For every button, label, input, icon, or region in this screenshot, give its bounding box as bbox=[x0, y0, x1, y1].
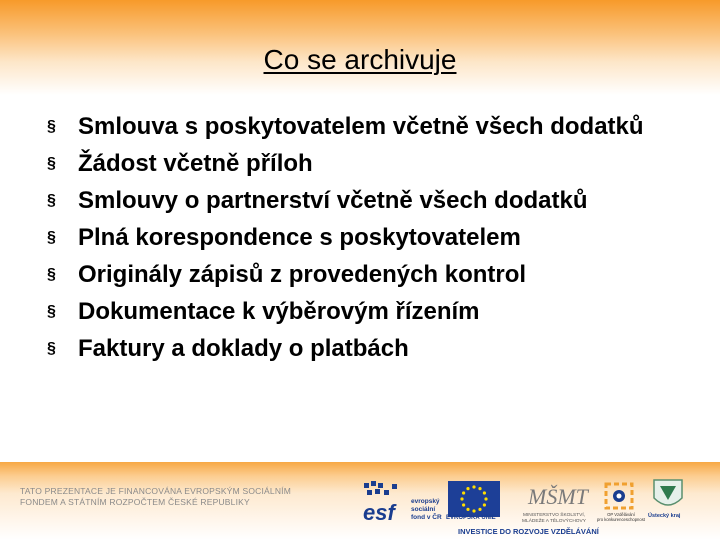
bullet-marker-icon: § bbox=[47, 266, 56, 283]
bullet-text: Smlouva s poskytovatelem včetně všech dodatků bbox=[78, 113, 644, 140]
bullet-item bbox=[44, 334, 694, 363]
bullet-text: Originály zápisů z provedených kontrol bbox=[78, 261, 527, 288]
msmt-mark: MŠMT bbox=[528, 484, 588, 509]
bullet-text: Dokumentace k výběrovým řízením bbox=[78, 298, 480, 325]
op-caption bbox=[590, 512, 652, 522]
bullet-marker-icon: § bbox=[47, 118, 56, 135]
bullet-item bbox=[44, 260, 694, 289]
esf-caption-line1: evropský bbox=[411, 498, 440, 505]
bullet-list bbox=[44, 112, 694, 371]
bullet-item bbox=[44, 149, 694, 178]
region-caption: Ústecký kraj bbox=[648, 513, 681, 519]
bullet-item bbox=[44, 223, 694, 252]
funding-note-line1: TATO PREZENTACE JE FINANCOVÁNA EVROPSKÝM SOCIÁLNÍM bbox=[20, 486, 292, 496]
op-caption-line1: OP Vzdělávání bbox=[607, 512, 635, 517]
investment-slogan: INVESTICE DO ROZVOJE VZDĚLÁVÁNÍ bbox=[458, 527, 599, 536]
op-education-logo-icon bbox=[600, 480, 640, 514]
bullet-marker-icon: § bbox=[47, 340, 56, 357]
bullet-text: Žádost včetně příloh bbox=[78, 150, 313, 177]
bullet-text: Faktury a doklady o platbách bbox=[78, 335, 409, 362]
slide-title: Co se archivuje bbox=[263, 44, 457, 75]
op-caption-line2: pro konkurenceschopnost bbox=[597, 517, 645, 522]
bullet-item bbox=[44, 112, 694, 141]
bullet-text: Plná korespondence s poskytovatelem bbox=[78, 224, 521, 251]
msmt-caption-line1: MINISTERSTVO ŠKOLSTVÍ, bbox=[522, 513, 586, 518]
eu-caption: EVROPSKÁ UNIE bbox=[446, 515, 496, 521]
esf-caption-line3: fond v ČR bbox=[411, 514, 442, 521]
bullet-marker-icon: § bbox=[47, 229, 56, 246]
bullet-marker-icon: § bbox=[47, 303, 56, 320]
bullet-item bbox=[44, 297, 694, 326]
eu-flag-icon bbox=[448, 481, 500, 517]
esf-mark: esf bbox=[363, 500, 395, 522]
bullet-marker-icon: § bbox=[47, 155, 56, 172]
msmt-caption-line2: MLÁDEŽE A TĚLOVÝCHOVY bbox=[522, 519, 586, 524]
bullet-text: Smlouvy o partnerství včetně všech dodatků bbox=[78, 187, 588, 214]
bullet-marker-icon: § bbox=[47, 192, 56, 209]
region-crest-icon bbox=[650, 478, 686, 512]
bullet-item bbox=[44, 186, 694, 215]
esf-caption-line2: sociální bbox=[411, 506, 436, 513]
funding-note-line2: FONDEM A STÁTNÍM ROZPOČTEM ČESKÉ REPUBLIKY bbox=[20, 497, 250, 507]
